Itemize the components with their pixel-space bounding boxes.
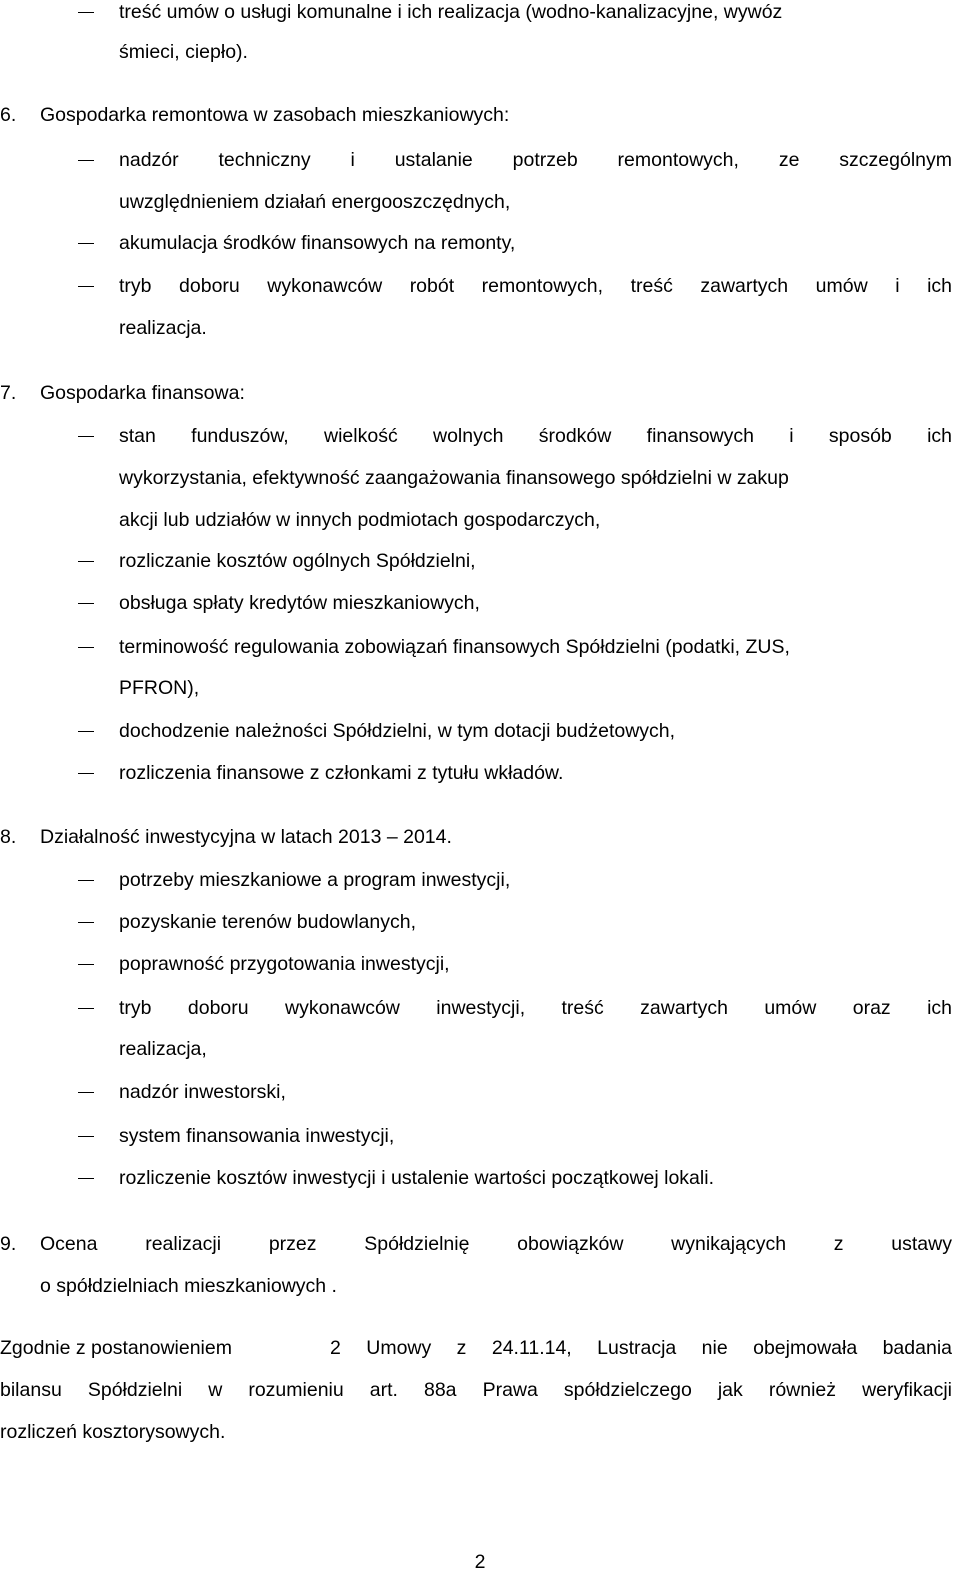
- list-item-text: terminowość regulowania zobowiązań finansowych Spółdzielni (podatki, ZUS,: [119, 636, 790, 658]
- section-heading: Gospodarka finansowa:: [40, 382, 245, 404]
- list-item-text: realizacja,: [119, 1038, 207, 1060]
- list-item-text: nadzór techniczny i ustalanie potrzeb remontowych, ze szczególnym: [119, 149, 952, 171]
- paragraph-line: Zgodnie z postanowieniem: [0, 1337, 232, 1359]
- section-heading-continuation: o spółdzielniach mieszkaniowych .: [40, 1275, 337, 1297]
- list-item-text: nadzór inwestorski,: [119, 1081, 286, 1103]
- list-item-text: rozliczanie kosztów ogólnych Spółdzielni,: [119, 550, 476, 572]
- list-item-text: tryb doboru wykonawców inwestycji, treść zawartych umów oraz ich: [119, 997, 952, 1019]
- bullet-dash: [78, 561, 94, 562]
- section-number: 8.: [0, 826, 17, 848]
- list-item-text: dochodzenie należności Spółdzielni, w tym dotacji budżetowych,: [119, 720, 676, 742]
- list-item-text: akumulacja środków finansowych na remonty,: [119, 232, 516, 254]
- bullet-dash: [78, 243, 94, 244]
- section-heading: Ocena realizacji przez Spółdzielnię obowiązków wynikających z ustawy: [40, 1233, 952, 1255]
- list-item-text: tryb doboru wykonawców robót remontowych, treść zawartych umów i ich: [119, 275, 952, 297]
- list-item-text: system finansowania inwestycji,: [119, 1125, 395, 1147]
- bullet-dash: [78, 731, 94, 732]
- bullet-dash: [78, 647, 94, 648]
- list-item-text: treść umów o usługi komunalne i ich realizacja (wodno-kanalizacyjne, wywóz: [119, 1, 783, 23]
- section-heading: Działalność inwestycyjna w latach 2013 – 2014.: [40, 826, 452, 848]
- bullet-dash: [78, 880, 94, 881]
- bullet-dash: [78, 964, 94, 965]
- bullet-dash: [78, 12, 94, 13]
- list-item-text: akcji lub udziałów w innych podmiotach gospodarczych,: [119, 509, 601, 531]
- bullet-dash: [78, 773, 94, 774]
- bullet-dash: [78, 922, 94, 923]
- bullet-dash: [78, 1008, 94, 1009]
- section-number: 6.: [0, 104, 17, 126]
- list-item-text: obsługa spłaty kredytów mieszkaniowych,: [119, 592, 480, 614]
- list-item-text: pozyskanie terenów budowlanych,: [119, 911, 417, 933]
- list-item-text: PFRON),: [119, 677, 200, 699]
- list-item-text: stan funduszów, wielkość wolnych środków finansowych i sposób ich: [119, 425, 952, 447]
- list-item-text: śmieci, ciepło).: [119, 41, 248, 63]
- list-item-text: rozliczenie kosztów inwestycji i ustalenie wartości początkowej lokali.: [119, 1167, 714, 1189]
- bullet-dash: [78, 436, 94, 437]
- bullet-dash: [78, 603, 94, 604]
- paragraph-line: rozliczeń kosztorysowych.: [0, 1421, 226, 1443]
- bullet-dash: [78, 286, 94, 287]
- list-item-text: poprawność przygotowania inwestycji,: [119, 953, 450, 975]
- list-item-text: potrzeby mieszkaniowe a program inwestycji,: [119, 869, 511, 891]
- list-item-text: uwzględnieniem działań energooszczędnych,: [119, 191, 511, 213]
- section-number: 9.: [0, 1233, 17, 1255]
- section-heading: Gospodarka remontowa w zasobach mieszkaniowych:: [40, 104, 510, 126]
- section-number: 7.: [0, 382, 17, 404]
- paragraph-line: 2 Umowy z 24.11.14, Lustracja nie obejmowała badania: [330, 1337, 952, 1359]
- paragraph-line: bilansu Spółdzielni w rozumieniu art. 88a Prawa spółdzielczego jak również weryfikacji: [0, 1379, 952, 1401]
- list-item-text: rozliczenia finansowe z członkami z tytułu wkładów.: [119, 762, 564, 784]
- bullet-dash: [78, 1136, 94, 1137]
- list-item-text: wykorzystania, efektywność zaangażowania finansowego spółdzielni w zakup: [119, 467, 789, 489]
- bullet-dash: [78, 1092, 94, 1093]
- page-number: 2: [474, 1551, 486, 1573]
- bullet-dash: [78, 160, 94, 161]
- list-item-text: realizacja.: [119, 317, 207, 339]
- bullet-dash: [78, 1178, 94, 1179]
